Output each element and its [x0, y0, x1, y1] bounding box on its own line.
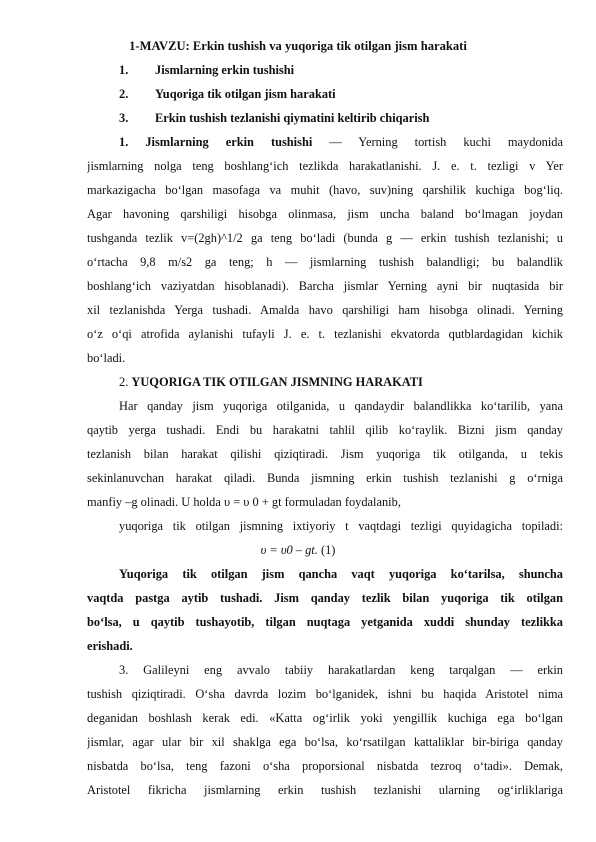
- paragraph-line: Agar havoning qarshiligi hisobga olinmasa, jism uncha baland bo‘lmagan joydan: [87, 207, 563, 221]
- bold-paragraph-line: bo‘lsa, u qaytib tushayotib, tilgan nuqtaga yetganida xuddi shunday tezlikka: [87, 615, 563, 629]
- paragraph-line: manfiy –g olinadi. U holda υ = υ 0 + gt formuladan foydalanib,: [87, 495, 401, 509]
- bold-paragraph-line: Yuqoriga tik otilgan jism qancha vaqt yuqoriga ko‘tarilsa, shuncha: [119, 567, 563, 581]
- outline-number: 3.: [119, 111, 129, 125]
- paragraph-line: tezlanish bilan harakat qilishi qiziqtiradi. Jism yuqoriga tik otilganda, u tekis: [87, 447, 563, 461]
- outline-item: Yuqoriga tik otilgan jism harakati: [155, 87, 336, 101]
- paragraph-line: o‘rtacha 9,8 m/s2 ga teng; h — jismlarning tushish balandligi; bu balandlik: [87, 255, 563, 269]
- paragraph-line: tushish qiziqtiradi. O‘sha davrda lozim bo‘lganidek, ishni bu haqida Aristotel nima: [87, 687, 563, 701]
- paragraph-line: o‘z o‘qi atrofida aylanishi tufayli J. e. t. tezlanishi ekvatorda qutblardagidan kichik: [87, 327, 563, 341]
- formula: υ = υ0 – gt. (1): [260, 543, 336, 557]
- outline-number: 2.: [119, 87, 129, 101]
- outline-number: 1.: [119, 63, 129, 77]
- paragraph-line: Aristotel fikricha jismlarning erkin tushish tezlanishi ularning og‘irliklariga: [87, 783, 563, 797]
- outline-item: Jismlarning erkin tushishi: [155, 63, 295, 77]
- paragraph-line: yuqoriga tik otilgan jismning ixtiyoriy t vaqtdagi tezligi quyidagicha topiladi:: [119, 519, 563, 533]
- paragraph-line: 3. Galileyni eng avvalo tabiiy harakatlardan keng tarqalgan — erkin: [119, 663, 563, 677]
- paragraph-line: jismlar, agar ular bir xil shaklga ega bo‘lsa, ko‘rsatilgan kattaliklar bir-biriga qanday: [87, 735, 563, 749]
- paragraph-line: jismlarning nolga teng boshlang‘ich tezlikda harakatlanishi. J. e. t. tezligi v Yer: [87, 159, 563, 173]
- bold-paragraph-line: erishadi.: [87, 639, 133, 653]
- page-title: 1-MAVZU: Erkin tushish va yuqoriga tik otilgan jism harakati: [129, 39, 467, 53]
- bold-paragraph-line: vaqtda pastga aytib tushadi. Jism qanday tezlik bilan yuqoriga tik otilgan: [87, 591, 563, 605]
- paragraph-line: boshlang‘ich vaziyatdan hisoblanadi). Barcha jismlar Yerning ayni bir nuqtasida bir: [87, 279, 563, 293]
- paragraph-line: xil tezlanishda Yerga tushadi. Amalda havo qarshiligi ham hisobga olinadi. Yerning: [87, 303, 563, 317]
- paragraph-line: nisbatda bo‘lsa, teng fazoni o‘sha proporsional nisbatda tezroq o‘tadi». Demak,: [87, 759, 563, 773]
- paragraph-line: qaytib yerga tushadi. Endi bu harakatni tahlil qilib ko‘raylik. Bizni jism qanday: [87, 423, 563, 437]
- paragraph-line: deganidan boshlash kerak edi. «Katta og‘irlik yoki yengillik kuchiga ega bo‘lgan: [87, 711, 563, 725]
- paragraph-line: 1. Jismlarning erkin tushishi — Yerning tortish kuchi maydonida: [119, 135, 563, 149]
- section-heading: 2. YUQORIGA TIK OTILGAN JISMNING HARAKATI: [119, 375, 423, 389]
- paragraph-line: tushganda tezlik v=(2gh)^1/2 ga teng bo‘ladi (bunda g — erkin tushish tezlanishi; u: [87, 231, 563, 245]
- paragraph-line: sekinlanuvchan harakat qiladi. Bunda jismning erkin tushish tezlanishi g o‘rniga: [87, 471, 563, 485]
- paragraph-line: Har qanday jism yuqoriga otilganida, u qandaydir balandlikka ko‘tarilib, yana: [119, 399, 563, 413]
- paragraph-line: markazigacha bo‘lgan masofaga va muhit (havo, suv)ning qarshilik kuchiga bog‘liq.: [87, 183, 563, 197]
- section-heading: 1. Jismlarning erkin tushishi: [119, 135, 313, 149]
- outline-item: Erkin tushish tezlanishi qiymatini keltirib chiqarish: [155, 111, 430, 125]
- paragraph-line: bo‘ladi.: [87, 351, 126, 365]
